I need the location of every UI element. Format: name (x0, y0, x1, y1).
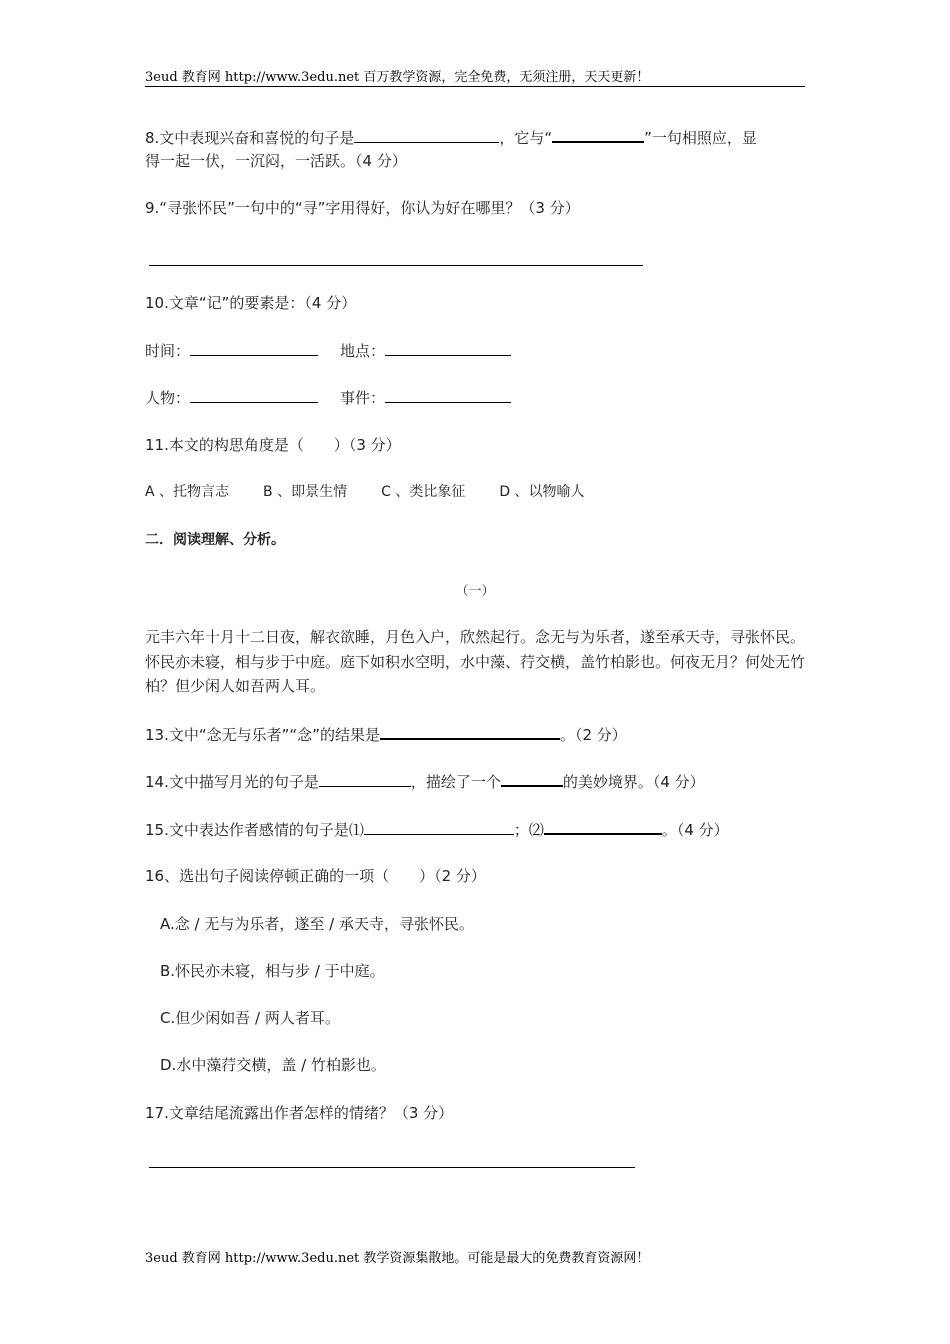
question-13-points: 。（2 分） (559, 726, 627, 744)
page-header: 3eud 教育网 http://www.3edu.net 百万教学资源，完全免费，无须注册，天天更新！ (145, 66, 805, 87)
option-a[interactable]: A 、托物言志 (145, 484, 230, 500)
question-15 (145, 817, 729, 842)
question-14-blank-2[interactable] (501, 769, 563, 787)
question-8-text: 8.文中表现兴奋和喜悦的句子是 (145, 129, 355, 147)
question-13-blank[interactable] (380, 722, 560, 740)
question-15-blank-1[interactable] (364, 818, 514, 835)
option-d[interactable]: D 、以物喻人 (499, 484, 585, 500)
option-c[interactable]: C 、类比象征 (381, 484, 466, 500)
question-11-options (145, 480, 585, 504)
option-b[interactable]: B 、即景生情 (263, 484, 348, 500)
place-label: 地点： (340, 342, 386, 360)
person-blank[interactable] (190, 386, 318, 403)
question-17: 17.文章结尾流露出作者怎样的情绪？（3 分） (145, 1104, 454, 1122)
event-blank[interactable] (385, 386, 511, 403)
question-8-text-3: ”一句相照应，显 (644, 129, 757, 147)
event-label: 事件： (340, 389, 386, 407)
question-14-text-2: ，描绘了一个 (410, 773, 501, 791)
question-9-answer-line[interactable] (149, 264, 643, 266)
question-14 (145, 769, 705, 794)
question-17-answer-line[interactable] (149, 1166, 635, 1168)
question-16-title: 16、选出句子阅读停顿正确的一项（ ）（2 分） (145, 867, 486, 885)
question-15-blank-2[interactable] (544, 817, 662, 835)
subsection-title: （一） (455, 584, 495, 599)
question-16-option-d[interactable]: D.水中藻荇交横，盖 / 竹柏影也。 (160, 1056, 386, 1074)
question-9: 9.“寻张怀民”一句中的“寻”字用得好，你认为好在哪里？（3 分） (145, 199, 580, 217)
question-8-text-2: ，它与“ (499, 129, 553, 147)
time-blank[interactable] (190, 339, 318, 356)
question-10-row-2 (145, 386, 511, 410)
place-blank[interactable] (385, 339, 511, 356)
question-15-text: 15.文中表达作者感情的句子是⑴ (145, 821, 364, 839)
question-8-blank-1[interactable] (354, 126, 499, 143)
question-14-text: 14.文中描写月光的句子是 (145, 773, 319, 791)
question-10-row-1 (145, 339, 511, 363)
question-14-text-3: 的美妙境界。（4 分） (562, 773, 705, 791)
question-13 (145, 722, 627, 747)
question-8-line-2: 得一起一伏，一沉闷，一活跃。（4 分） (145, 152, 407, 170)
question-16-option-c[interactable]: C.但少闲如吾 / 两人者耳。 (160, 1009, 340, 1027)
page-footer: 3eud 教育网 http://www.3edu.net 教学资源集散地。可能是最大的免费教育资源网！ (145, 1251, 650, 1266)
passage: 元丰六年十月十二日夜，解衣欲睡，月色入户，欣然起行。念无与为乐者，遂至承天寺，寻张怀民。怀民亦未寝，相与步于中庭。庭下如积水空明，水中藻、荇交横，盖竹柏影也。何夜无月？何处无竹柏？但少闲人如吾两人耳。 (145, 628, 806, 695)
question-11-title: 11.本文的构思角度是（ ）（3 分） (145, 436, 401, 454)
question-15-points: 。（4 分） (661, 821, 729, 839)
question-14-blank-1[interactable] (319, 770, 411, 787)
question-10-title: 10.文章“记”的要素是：（4 分） (145, 294, 357, 312)
question-13-text: 13.文中“念无与乐者”“念”的结果是 (145, 726, 380, 744)
question-8-line-1 (145, 125, 757, 150)
question-16-option-b[interactable]: B.怀民亦未寝，相与步 / 于中庭。 (160, 962, 385, 980)
question-16-option-a[interactable]: A.念 / 无与为乐者，遂至 / 承天寺，寻张怀民。 (160, 915, 474, 933)
time-label: 时间： (145, 342, 191, 360)
question-8-blank-2[interactable] (552, 125, 644, 143)
person-label: 人物： (145, 389, 191, 407)
section-2-heading: 二．阅读理解、分析。 (145, 532, 285, 548)
question-15-text-2: ；⑵ (513, 821, 544, 839)
